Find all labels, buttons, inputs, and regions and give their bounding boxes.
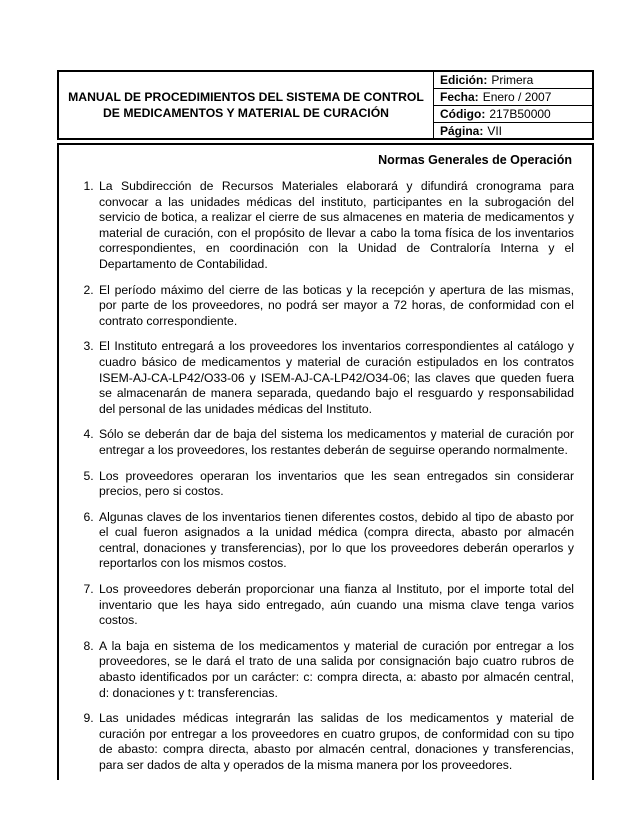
- code-value: 217B50000: [489, 107, 551, 121]
- content-frame: [57, 143, 594, 780]
- document-header: [57, 70, 594, 140]
- date-row: [434, 89, 592, 106]
- rule-item: 3. El Instituto entregará a los proveedores los inventarios correspondientes al catálogo y cuadro básico de medicamentos y material de curación estipulados en los contratos ISEM-AJ-CA-LP42/O33-06 y ISEM-AJ-CA-LP42/O34-06; las claves que queden fuera se almacenarán de manera separada, quedando bajo el resguardo y responsabilidad del personal de las unidades médicas del Instituto.: [97, 339, 574, 417]
- rule-item: 9. Las unidades médicas integrarán las salidas de los medicamentos y material de curación por entregar a los proveedores en cuatro grupos, de conformidad con su tipo de abasto: compra directa, abasto por almacén central, donaciones y transferencias, para ser dados de alta y operados de la misma manera por los proveedores.: [97, 711, 574, 773]
- page-row: [434, 123, 592, 139]
- code-label: Código:: [440, 107, 486, 121]
- rule-item: 5. Los proveedores operaran los inventarios que les sean entregados sin considerar precios, pero si costos.: [97, 469, 574, 500]
- document-meta: [434, 72, 592, 138]
- rule-item: 1. La Subdirección de Recursos Materiales elaborará y difundirá cronograma para convocar a las unidades médicas del instituto, participantes en la subrogación del servicio de botica, a realizar el cierre de sus almacenes en materia de medicamentos y material de curación, con el propósito de llevar a cabo la toma física de los inventarios correspondientes, en coordinación con la Unidad de Contraloría Interna y el Departamento de Contabilidad.: [97, 179, 574, 273]
- edition-value: Primera: [491, 73, 534, 87]
- rules-list: [59, 179, 592, 784]
- rule-item: 6. Algunas claves de los inventarios tienen diferentes costos, debido al tipo de abasto por el cual fueron asignados a la unidad médica (compra directa, abasto por almacén central, donaciones y transferencias), por lo que los proveedores deberán operarlos y reportarlos con los mismos costos.: [97, 510, 574, 572]
- rule-item: 8. A la baja en sistema de los medicamentos y material de curación por entregar a los proveedores, se le dará el trato de una salida por consignación bajo cuatro rubros de abasto identificados por un carácter: c: compra directa, a: abasto por almacén central, d: donaciones y t: transferencias.: [97, 639, 574, 701]
- edition-label: Edición:: [440, 73, 488, 87]
- rule-item: 4. Sólo se deberán dar de baja del sistema los medicamentos y material de curación por entregar a los proveedores, los restantes deberán de seguirse operando normalmente.: [97, 427, 574, 458]
- page-value: VII: [487, 124, 503, 138]
- edition-row: [434, 72, 592, 89]
- rule-item: 2. El período máximo del cierre de las boticas y la recepción y apertura de las mismas, por parte de los proveedores, no podrá ser mayor a 72 horas, de conformidad con el contrato correspondiente.: [97, 283, 574, 330]
- date-value: Enero / 2007: [482, 90, 552, 104]
- rule-item: 7. Los proveedores deberán proporcionar una fianza al Instituto, por el importe total del inventario que les haya sido entregado, aún cuando una misma clave tenga varios costos.: [97, 582, 574, 629]
- date-label: Fecha:: [440, 90, 479, 104]
- page-label: Página:: [440, 124, 484, 138]
- code-row: [434, 106, 592, 123]
- manual-title: MANUAL DE PROCEDIMIENTOS DEL SISTEMA DE CONTROL DE MEDICAMENTOS Y MATERIAL DE CURACIÓN: [59, 72, 434, 138]
- section-title: Normas Generales de Operación: [378, 153, 572, 167]
